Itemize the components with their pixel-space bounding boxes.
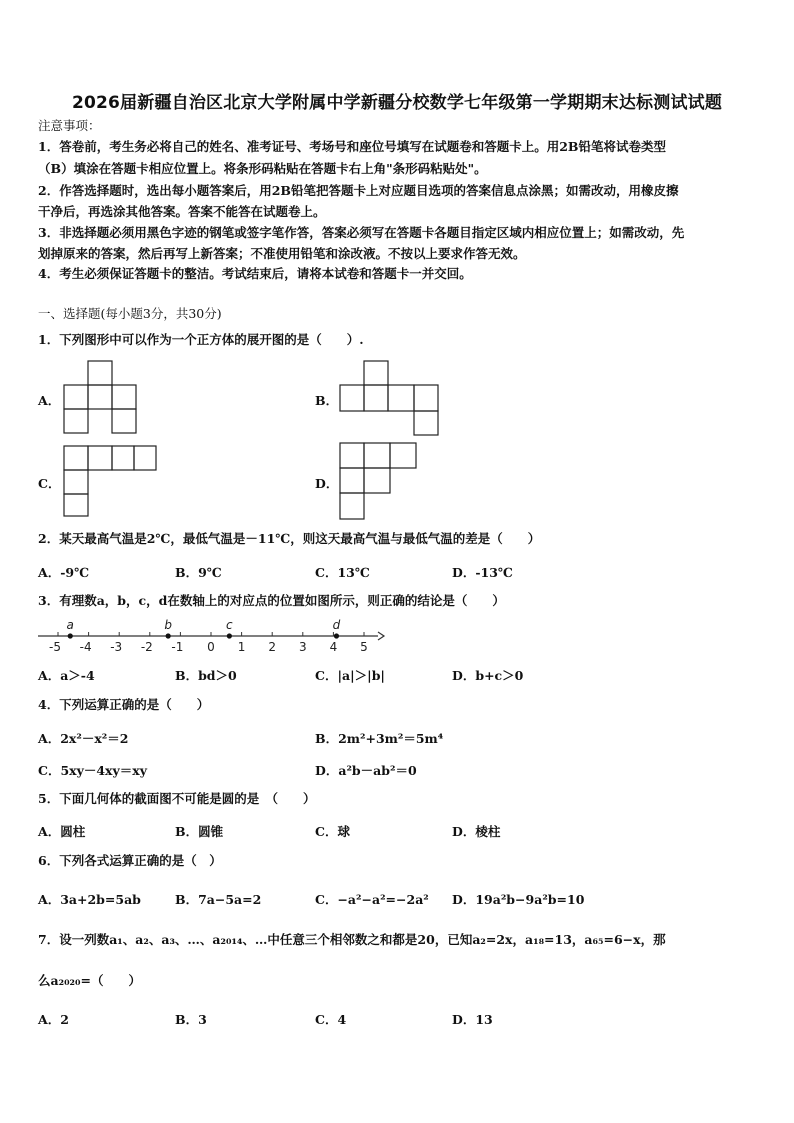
point-b [166,633,171,638]
q6-option-b: B．7a−5a=2 [175,892,262,907]
question-6-stem: 6．下列各式运算正确的是（ ） [38,853,222,868]
page-title: 2026届新疆自治区北京大学附属中学新疆分校数学七年级第一学期期末达标测试试题 [71,93,723,113]
number-line-arrow [378,632,384,640]
q3-option-b: B．bd＞0 [175,668,237,683]
q2-option-c: C．13℃ [315,565,370,580]
question-7-stem-cont: 么a₂₀₂₀=（ ） [38,973,141,988]
q5-option-b: B．圆锥 [175,824,224,839]
tick-label: 2 [268,640,277,654]
question-4-stem: 4．下列运算正确的是（ ） [38,697,210,712]
notice-line: 4．考生必须保证答题卡的整洁。考试结束后，请将本试卷和答题卡一并交回。 [38,266,472,281]
net-d [340,443,416,519]
question-5-stem: 5．下面几何体的截面图不可能是圆的是 （ ） [38,791,316,806]
q1-option-b-label: B． [315,393,339,408]
q4-option-c: C．5xy－4xy＝xy [38,763,147,778]
q2-option-d: D．-13℃ [452,565,513,580]
q7-option-d: D．13 [452,1012,493,1027]
net-a [64,361,136,433]
q3-option-d: D．b+c＞0 [452,668,524,683]
tick-label: 1 [237,640,246,654]
point-label-d: d [332,618,341,632]
tick-label: 4 [329,640,338,654]
number-line [38,618,384,654]
notice-heading: 注意事项： [38,118,101,133]
question-7-stem: 7．设一列数a₁、a₂、a₃、…、a₂₀₁₄、…中任意三个相邻数之和都是20，已知a₂=2x，a₁₈=13，a₆₅=6−x，那 [38,932,666,947]
q2-option-a: A．-9℃ [38,565,90,580]
net-c [64,446,156,516]
tick-label: -3 [110,640,123,654]
point-c [227,633,232,638]
point-label-a: a [66,618,74,632]
tick-label: -4 [79,640,92,654]
notice-line: 1．答卷前，考生务必将自己的姓名、准考证号、考场号和座位号填写在试题卷和答题卡上。用2B铅笔将试卷类型 [38,139,666,154]
q4-option-b: B．2m²+3m²＝5m⁴ [315,731,444,746]
tick-label: -5 [49,640,61,654]
q6-option-c: C．−a²−a²=−2a² [315,892,429,907]
notice-line: （B）填涂在答题卡相应位置上。将条形码粘贴在答题卡右上角"条形码粘贴处"。 [38,161,487,176]
question-1-stem: 1．下列图形中可以作为一个正方体的展开图的是（ ）. [38,332,364,347]
question-2-stem: 2．某天最高气温是2℃，最低气温是－11℃，则这天最高气温与最低气温的差是（ ） [38,531,541,546]
tick-label: 0 [207,640,215,654]
q5-option-c: C．球 [315,824,350,839]
q4-option-d: D．a²b－ab²＝0 [315,763,417,778]
q7-option-c: C．4 [315,1012,347,1027]
q5-option-a: A．圆柱 [38,824,86,839]
q3-option-a: A．a＞-4 [38,668,95,683]
q7-option-b: B．3 [175,1012,207,1027]
q4-option-a: A．2x²－x²＝2 [38,731,129,746]
point-d [334,633,339,638]
question-3-stem: 3．有理数a，b，c，d在数轴上的对应点的位置如图所示，则正确的结论是（ ） [38,593,505,608]
q6-option-a: A．3a+2b=5ab [38,892,141,907]
tick-label: 3 [298,640,307,654]
q3-option-c: C．|a|＞|b| [315,668,385,683]
tick-label: 5 [360,640,368,654]
q1-option-d-label: D． [315,476,339,491]
section-heading: 一、选择题(每小题3分，共30分) [38,306,222,321]
q6-option-d: D．19a²b−9a²b=10 [452,892,585,907]
q1-option-c-label: C． [38,476,61,491]
q1-option-a-label: A． [38,393,61,408]
net-b [340,361,438,435]
notice-line: 3．非选择题必须用黑色字迹的钢笔或签字笔作答，答案必须写在答题卡各题目指定区域内相应位置上；如需改动，先 [38,225,685,240]
notice-line: 划掉原来的答案，然后再写上新答案；不准使用铅笔和涂改液。不按以上要求作答无效。 [38,246,526,261]
q2-option-b: B．9℃ [175,565,222,580]
notice-line: 2．作答选择题时，选出每小题答案后，用2B铅笔把答题卡上对应题目选项的答案信息点涂黑；如需改动，用橡皮擦 [38,183,679,198]
point-label-b: b [164,618,172,632]
tick-label: -2 [140,640,153,654]
q7-option-a: A．2 [38,1012,69,1027]
point-a [68,633,73,638]
tick-label: -1 [171,640,184,654]
point-label-c: c [226,618,233,632]
notice-line: 干净后，再选涂其他答案。答案不能答在试题卷上。 [38,204,326,219]
q5-option-d: D．棱柱 [452,824,501,839]
